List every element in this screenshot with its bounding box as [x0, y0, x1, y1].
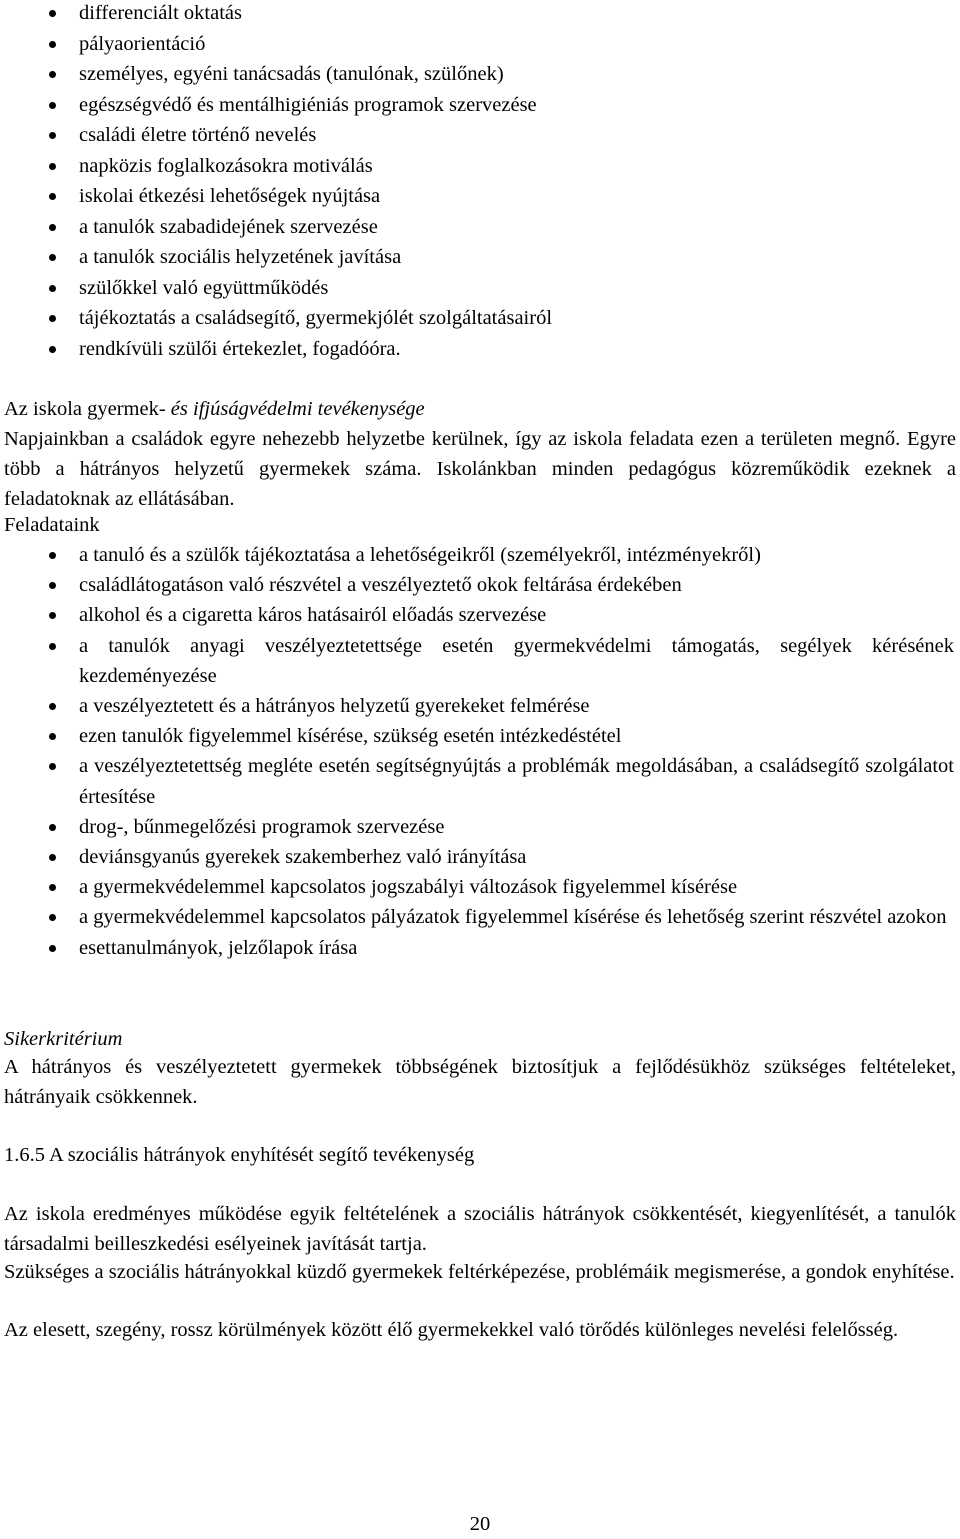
top-bullet-list [0, 0, 960, 364]
list-item: rendkívüli szülői értekezlet, fogadóóra. [0, 334, 960, 365]
list-item: esettanulmányok, jelzőlapok írása [0, 933, 960, 963]
list-item: napközis foglalkozásokra motiválás [0, 151, 960, 182]
success-criterion-heading: Sikerkritérium [4, 1028, 123, 1050]
list-item: egészségvédő és mentálhigiéniás programok szervezése [0, 90, 960, 121]
list-item: szülőkkel való együttműködés [0, 273, 960, 304]
heading-plain-part: Az iskola gyermek- [4, 398, 171, 420]
list-item: a veszélyeztetettség megléte esetén segítségnyújtás a problémák megoldásában, a családsegítő szolgálatot értesítése [0, 751, 960, 811]
list-item: pályaorientáció [0, 29, 960, 60]
list-item: drog-, bűnmegelőzési programok szervezése [0, 812, 960, 842]
list-item: a tanulók szociális helyzetének javítása [0, 242, 960, 273]
youth-protection-heading [4, 394, 425, 424]
list-item: személyes, egyéni tanácsadás (tanulónak, szülőnek) [0, 59, 960, 90]
tasks-label: Feladataink [4, 514, 100, 536]
list-item: deviánsgyanús gyerekek szakemberhez való irányítása [0, 842, 960, 872]
list-item: alkohol és a cigaretta káros hatásairól előadás szervezése [0, 600, 960, 630]
list-item: a tanuló és a szülők tájékoztatása a lehetőségeikről (személyekről, intézményekről) [0, 540, 960, 570]
list-item: a veszélyeztetett és a hátrányos helyzetű gyerekeket felmérése [0, 691, 960, 721]
list-item: a gyermekvédelemmel kapcsolatos pályázatok figyelemmel kísérése és lehetőség szerint részvétel azokon [0, 902, 960, 932]
section-heading-1-6-5: 1.6.5 A szociális hátrányok enyhítését segítő tevékenység [4, 1144, 475, 1166]
success-criterion-paragraph: A hátrányos és veszélyeztetett gyermekek többségének biztosítjuk a fejlődésükhöz szükséges feltételeket, hátrányaik csökkennek. [4, 1056, 956, 1108]
list-item: családi életre történő nevelés [0, 120, 960, 151]
youth-protection-paragraph: Napjainkban a családok egyre nehezebb helyzetbe kerülnek, így az iskola feladata ezen a területen megnő. Egyre több a hátrányos helyzetű gyermekek száma. Iskolánkban minden pedagógus közreműködik ezeknek a feladatoknak az ellátásában. [4, 428, 956, 510]
list-item: tájékoztatás a családsegítő, gyermekjólét szolgáltatásairól [0, 303, 960, 334]
social-paragraph-2: Szükséges a szociális hátrányokkal küzdő gyermekek feltérképezése, problémáik megismerése, a gondok enyhítése. [4, 1261, 955, 1283]
social-paragraph-1: Az iskola eredményes működése egyik feltételének a szociális hátrányok csökkentését, kiegyenlítését, a tanulók társadalmi beilleszkedési esélyeinek javítását tartja. [4, 1203, 956, 1255]
social-paragraph-3: Az elesett, szegény, rossz körülmények között élő gyermekekkel való törődés különleges nevelési felelősség. [4, 1319, 899, 1341]
list-item: a tanulók anyagi veszélyeztetettsége esetén gyermekvédelmi támogatás, segélyek kérésének kezdeményezése [0, 631, 960, 691]
list-item: a gyermekvédelemmel kapcsolatos jogszabályi változások figyelemmel kísérése [0, 872, 960, 902]
list-item: iskolai étkezési lehetőségek nyújtása [0, 181, 960, 212]
list-item: a tanulók szabadidejének szervezése [0, 212, 960, 243]
list-item: ezen tanulók figyelemmel kísérése, szükség esetén intézkedéstétel [0, 721, 960, 751]
page-number: 20 [469, 1513, 491, 1535]
list-item: családlátogatáson való részvétel a veszélyeztető okok feltárása érdekében [0, 570, 960, 600]
list-item: differenciált oktatás [0, 0, 960, 29]
tasks-bullet-list [0, 540, 960, 963]
heading-italic-part: és ifjúságvédelmi tevékenysége [170, 398, 425, 420]
